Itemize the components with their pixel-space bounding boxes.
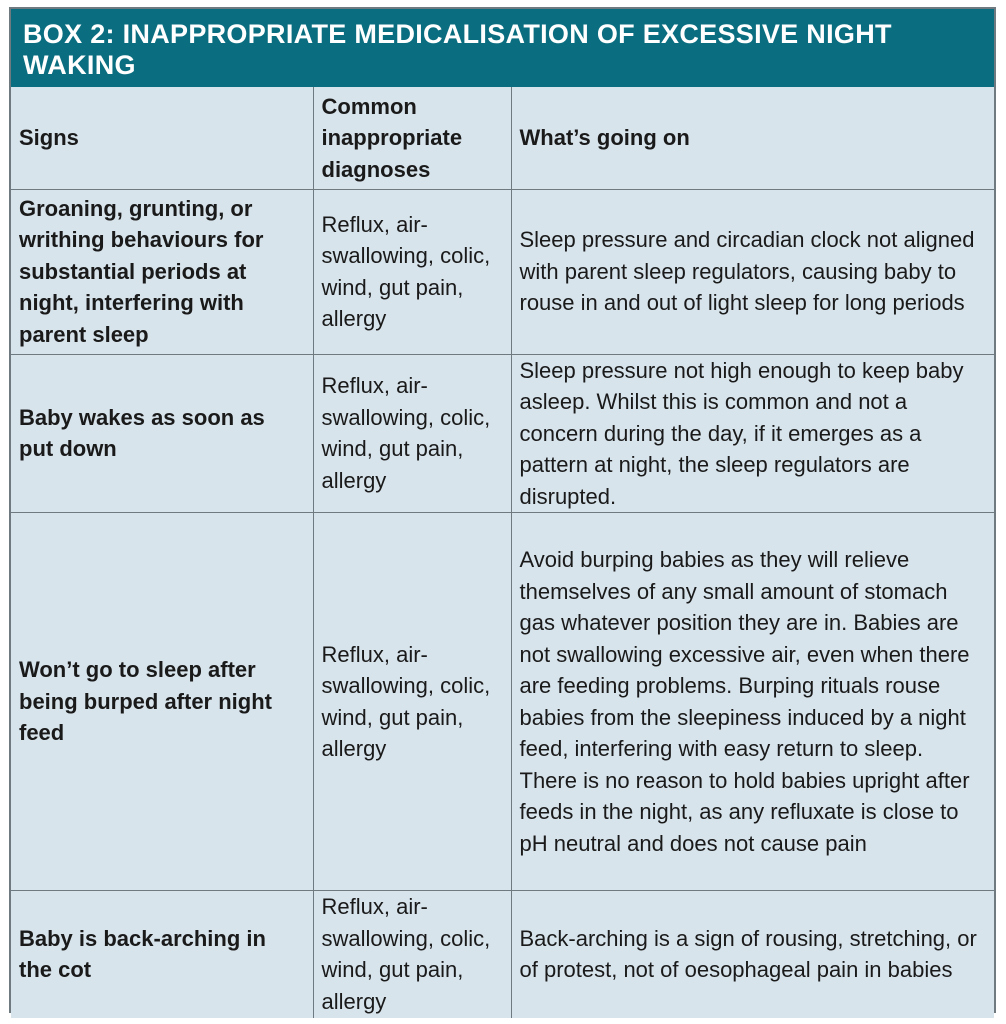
cell-signs: Baby wakes as soon as put down — [11, 354, 313, 513]
cell-signs: Won’t go to sleep after being burped after night feed — [11, 513, 313, 891]
header-whats-going-on: What’s going on — [511, 87, 994, 189]
table-row — [11, 354, 994, 513]
cell-diagnoses: Reflux, air-swallowing, colic, wind, gut pain, allergy — [313, 513, 511, 891]
table-row — [11, 189, 994, 354]
cell-diagnoses: Reflux, air-swallowing, colic, wind, gut pain, allergy — [313, 891, 511, 1018]
table-row — [11, 513, 994, 891]
cell-signs: Groaning, grunting, or writhing behaviours for substantial periods at night, interfering with parent sleep — [11, 189, 313, 354]
table-row — [11, 891, 994, 1018]
header-diagnoses: Common inappropriate diagnoses — [313, 87, 511, 189]
medicalisation-table — [11, 87, 994, 1018]
cell-whats-going-on: Sleep pressure and circadian clock not aligned with parent sleep regulators, causing baby to rouse in and out of light sleep for long periods — [511, 189, 994, 354]
cell-signs: Baby is back-arching in the cot — [11, 891, 313, 1018]
cell-whats-going-on: Avoid burping babies as they will relieve themselves of any small amount of stomach gas whatever position they are in. Babies are not swallowing excessive air, even when there are feeding problems. Burping rituals rouse babies from the sleepiness induced by a night feed, interfering with easy return to sleep. There is no reason to hold babies upright after feeds in the night, as any refluxate is close to pH neutral and does not cause pain — [511, 513, 994, 891]
table-header-row — [11, 87, 994, 189]
cell-diagnoses: Reflux, air-swallowing, colic, wind, gut pain, allergy — [313, 189, 511, 354]
cell-whats-going-on: Back-arching is a sign of rousing, stretching, or of protest, not of oesophageal pain in babies — [511, 891, 994, 1018]
header-signs: Signs — [11, 87, 313, 189]
info-box — [9, 7, 996, 1013]
cell-diagnoses: Reflux, air-swallowing, colic, wind, gut pain, allergy — [313, 354, 511, 513]
cell-whats-going-on: Sleep pressure not high enough to keep baby asleep. Whilst this is common and not a concern during the day, if it emerges as a pattern at night, the sleep regulators are disrupted. — [511, 354, 994, 513]
box-title: BOX 2: INAPPROPRIATE MEDICALISATION OF EXCESSIVE NIGHT WAKING — [11, 9, 994, 87]
